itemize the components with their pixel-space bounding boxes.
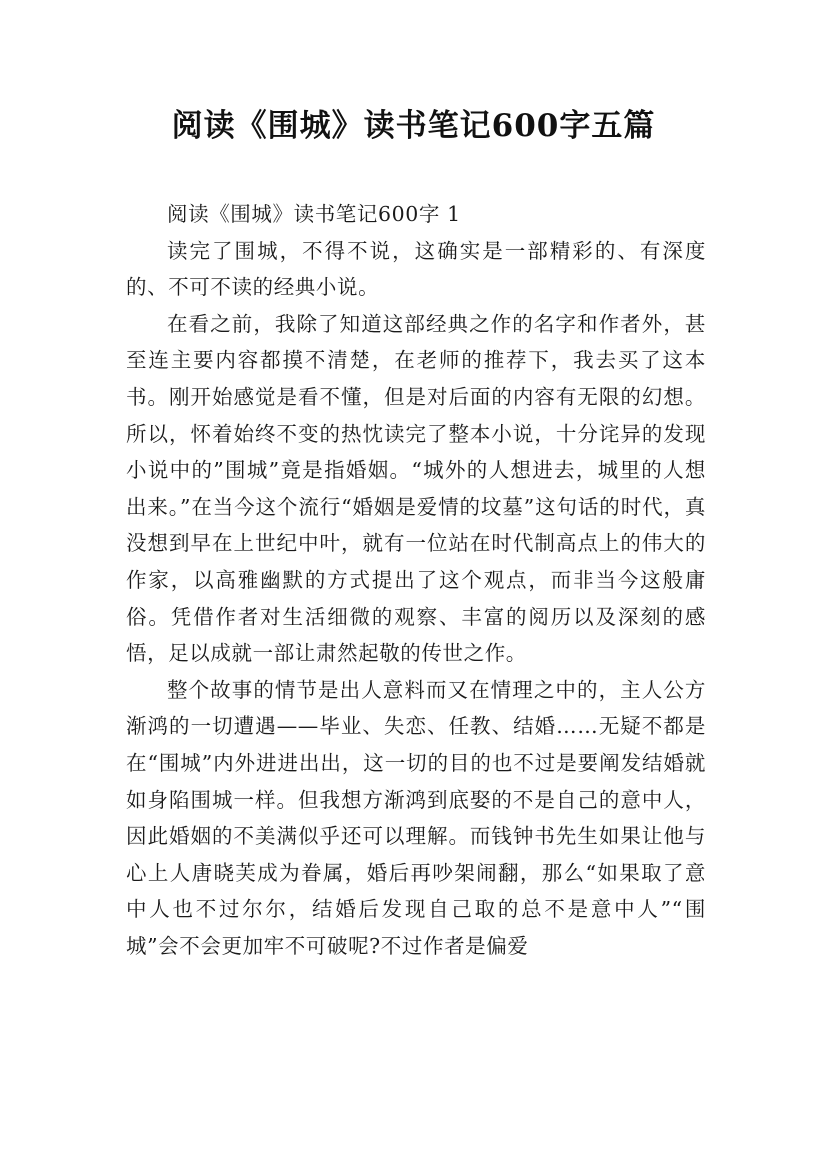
document-title: 阅读《围城》读书笔记600字五篇 <box>171 108 656 144</box>
paragraph-1: 读完了围城，不得不说，这确实是一部精彩的、有深度的、不可不读的经典小说。 <box>126 238 706 300</box>
paragraph-3: 整个故事的情节是出人意料而又在情理之中的，主人公方渐鸿的一切遭遇——毕业、失恋、任教、结婚……无疑不都是在“围城”内外进进出出，这一切的目的也不过是要阐发结婚就如身陷围城一样。但我想方渐鸿到底娶的不是自己的意中人，因此婚姻的不美满似乎还可以理解。而钱钟书先生如果让他与心上人唐晓芙成为眷属，婚后再吵架闹翻，那么“如果取了意中人也不过尔尔，结婚后发现自己取的总不是意中人”“围城”会不会更加牢不可破呢?不过作者是偏爱 <box>126 677 706 958</box>
paragraph-2: 在看之前，我除了知道这部经典之作的名字和作者外，甚至连主要内容都摸不清楚，在老师的推荐下，我去买了这本书。刚开始感觉是看不懂，但是对后面的内容有无限的幻想。所以，怀着始终不变的热忱读完了整本小说，十分诧异的发现小说中的”围城”竟是指婚姻。“城外的人想进去，城里的人想出来。”在当今这个流行“婚姻是爱情的坟墓”这句话的时代，真没想到早在上世纪中叶，就有一位站在时代制高点上的伟大的作家，以高雅幽默的方式提出了这个观点，而非当今这般庸俗。凭借作者对生活细微的观察、丰富的阅历以及深刻的感悟，足以成就一部让肃然起敬的传世之作。 <box>126 311 706 666</box>
section-heading: 阅读《围城》读书笔记600字 1 <box>167 202 461 226</box>
document-body <box>126 196 706 964</box>
